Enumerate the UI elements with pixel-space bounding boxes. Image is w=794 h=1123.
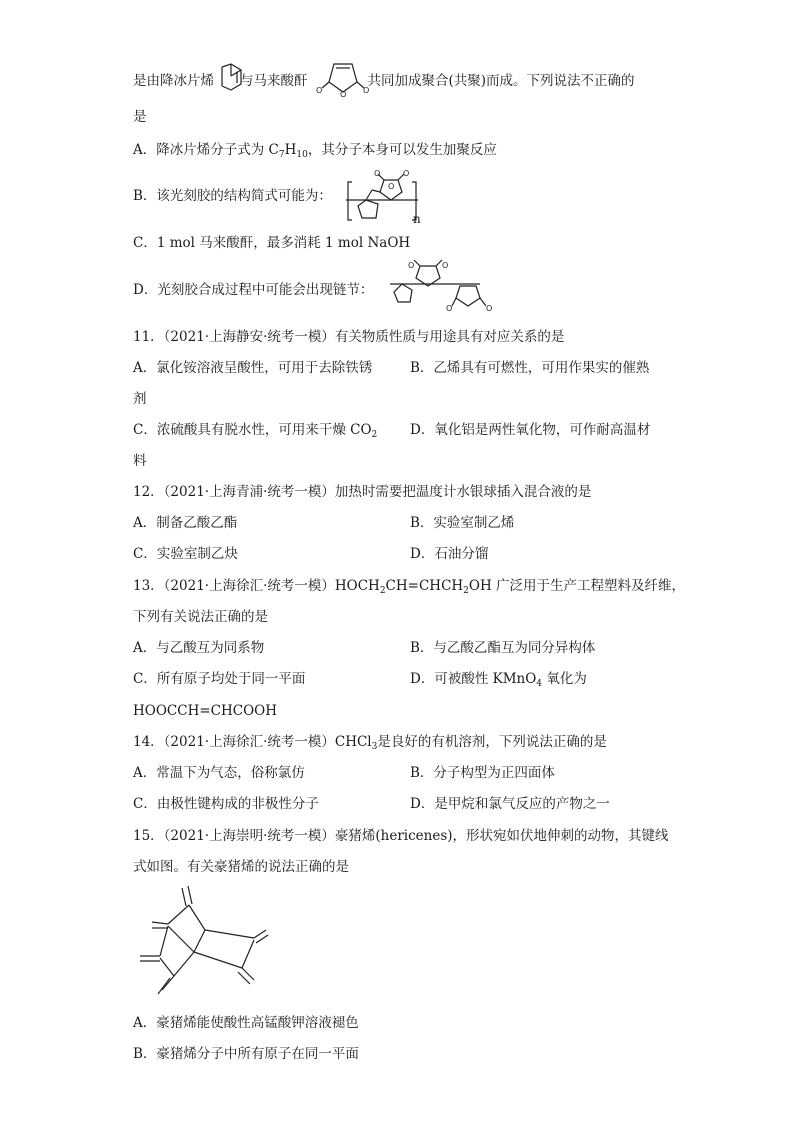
hericene-structure xyxy=(130,882,280,1004)
q10-option-c: C．1 mol 马来酸酐，最多消耗 1 mol NaOH xyxy=(133,235,411,251)
o-label: O xyxy=(363,86,370,95)
q15-option-a: A．豪猪烯能使酸性高锰酸钾溶液褪色 xyxy=(133,1015,359,1031)
q15-stem-cont: 式如图。有关豪猪烯的说法正确的是 xyxy=(133,859,349,875)
q10-a-text: A．降冰片烯分子式为 C xyxy=(133,142,279,158)
q11-c-text: C．浓硫酸具有脱水性，可用来干燥 CO xyxy=(133,422,372,438)
o-label: O xyxy=(408,261,415,270)
intro-text-1: 是由降冰片烯 xyxy=(133,73,214,89)
norbornene-structure xyxy=(219,62,249,92)
q14-stem xyxy=(133,733,607,751)
o-label: O xyxy=(388,182,395,191)
q13-d-text: 氧化为 xyxy=(542,671,587,687)
subscript: 3 xyxy=(371,742,378,752)
subscript: 7 xyxy=(278,150,285,160)
o-label: O xyxy=(446,304,453,312)
q14-option-c: C．由极性键构成的非极性分子 xyxy=(133,796,319,812)
q13-option-d-cont: HOOCCH=CHCOOH xyxy=(133,703,277,719)
q11-option-d-cont: 料 xyxy=(133,453,147,469)
q14-stem-text: 14．（2021·上海徐汇·统考一模）CHCl xyxy=(133,734,372,750)
o-label: O xyxy=(486,304,493,312)
q14-option-d: D．是甲烷和氯气反应的产物之一 xyxy=(410,796,610,812)
q13-option-a: A．与乙酸互为同系物 xyxy=(133,640,265,656)
subscript: 2 xyxy=(463,586,469,596)
o-label: O xyxy=(340,90,347,98)
q13-stem xyxy=(133,577,685,595)
chain-link-structure-d xyxy=(380,258,505,312)
q12-option-a: A．制备乙酸乙酯 xyxy=(133,515,238,531)
q14-stem-text: 是良好的有机溶剂，下列说法正确的是 xyxy=(377,734,607,750)
intro-text-3: 共同加成聚合(共聚)而成。下列说法不正确的 xyxy=(367,73,635,89)
maleic-anhydride-structure xyxy=(312,58,374,98)
q10-option-a xyxy=(133,141,497,159)
q11-option-a: A．氯化铵溶液呈酸性，可用于去除铁锈 xyxy=(133,360,373,376)
intro-line-1 xyxy=(133,72,635,90)
subscript: 10 xyxy=(296,150,308,160)
q14-option-b: B．分子构型为正四面体 xyxy=(410,765,555,781)
q11-option-b-cont: 剂 xyxy=(133,391,147,407)
q15-option-b: B．豪猪烯分子中所有原子在同一平面 xyxy=(133,1046,359,1062)
o-label: O xyxy=(403,170,410,178)
o-label: O xyxy=(442,261,449,270)
subscript: 2 xyxy=(379,586,386,596)
q12-option-d: D．石油分馏 xyxy=(410,546,489,562)
polymer-n-label: n xyxy=(413,212,421,226)
q10-option-d: D．光刻胶合成过程中可能会出现链节： xyxy=(133,282,374,298)
q13-stem-text: 13．（2021·上海徐汇·统考一模）HOCH xyxy=(133,578,380,594)
q11-option-d: D．氧化铝是两性氧化物，可作耐高温材 xyxy=(410,422,651,438)
subscript: 2 xyxy=(371,430,378,440)
q11-option-c xyxy=(133,421,377,439)
q13-d-text: D．可被酸性 KMnO xyxy=(410,671,537,687)
q14-option-a: A．常温下为气态，俗称氯仿 xyxy=(133,765,305,781)
q13-stem-text: OH 广泛用于生产工程塑料及纤维， xyxy=(468,578,686,594)
q13-option-d xyxy=(410,670,587,688)
q13-option-b: B．与乙酸乙酯互为同分异构体 xyxy=(410,640,596,656)
q12-option-c: C．实验室制乙炔 xyxy=(133,546,238,562)
o-label: O xyxy=(374,170,381,178)
q13-stem-cont: 下列有关说法正确的是 xyxy=(133,609,268,625)
intro-line-2: 是 xyxy=(133,109,147,125)
q10-a-text: ，其分子本身可以发生加聚反应 xyxy=(307,142,497,158)
q15-stem: 15．（2021·上海崇明·统考一模）豪猪烯(hericenes)，形状宛如伏地伸刺的动物，其键线 xyxy=(133,828,669,844)
q12-stem: 12．（2021·上海青浦·统考一模）加热时需要把温度计水银球插入混合液的是 xyxy=(133,484,592,500)
q13-option-c: C．所有原子均处于同一平面 xyxy=(133,671,306,687)
intro-text-2: 与马来酸酐 xyxy=(240,73,308,89)
q10-a-text: H xyxy=(284,142,297,158)
q10-option-b: B．该光刻胶的结构简式可能为： xyxy=(133,188,332,204)
subscript: 4 xyxy=(536,679,543,689)
q12-option-b: B．实验室制乙烯 xyxy=(410,515,515,531)
q11-stem: 11．（2021·上海静安·统考一模）有关物质性质与用途具有对应关系的是 xyxy=(133,329,565,345)
q13-stem-text: CH=CHCH xyxy=(385,578,464,594)
o-label: O xyxy=(316,86,323,95)
q11-option-b: B．乙烯具有可燃性，可用作果实的催熟 xyxy=(410,360,650,376)
